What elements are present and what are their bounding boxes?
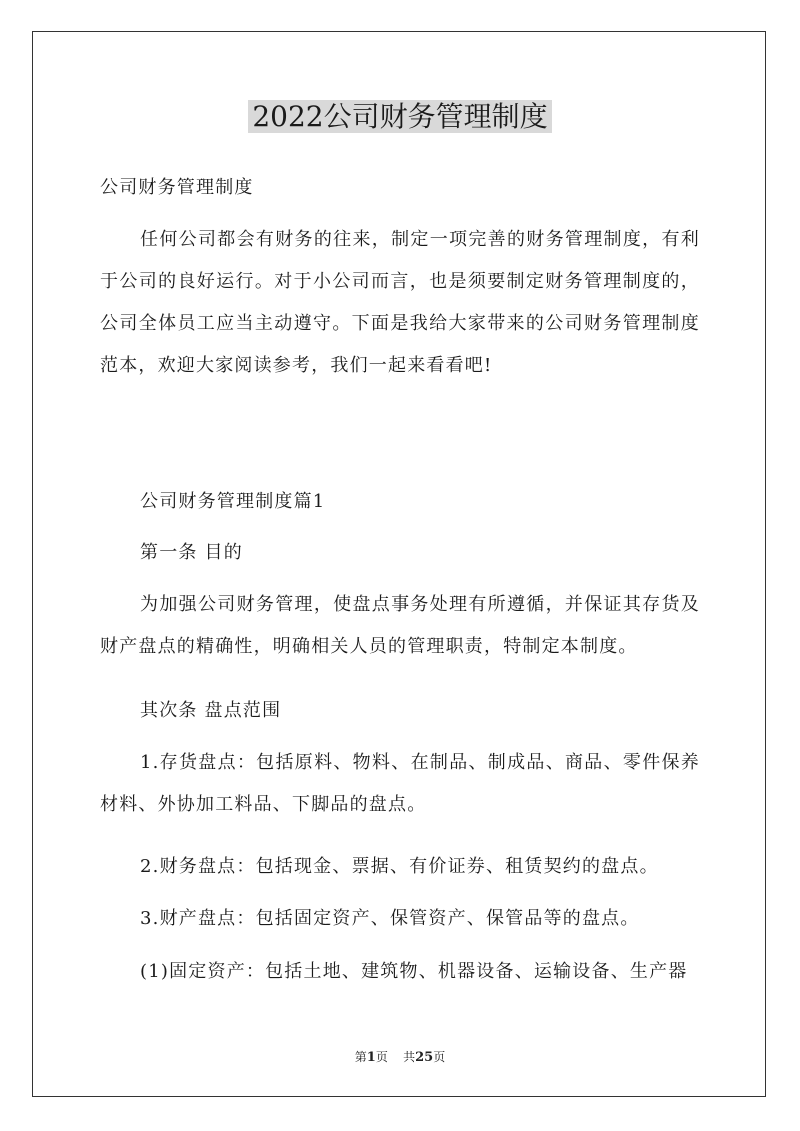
title-text: 2022公司财务管理制度 bbox=[248, 100, 551, 133]
document-subtitle: 公司财务管理制度 bbox=[100, 177, 254, 198]
document-title bbox=[0, 97, 800, 137]
footer-total-prefix: 共 bbox=[403, 1050, 416, 1064]
footer-prefix: 第 bbox=[354, 1050, 367, 1064]
list-item-3: 3.财产盘点：包括固定资产、保管资产、保管品等的盘点。 bbox=[140, 908, 640, 929]
article-1-heading: 第一条 目的 bbox=[140, 542, 243, 563]
section-title: 公司财务管理制度篇1 bbox=[140, 491, 326, 512]
current-page-number: 1 bbox=[366, 1050, 376, 1065]
list-item-1: 1.存货盘点：包括原料、物料、在制品、制成品、商品、零件保养材料、外协加工料品、下脚品的盘点。 bbox=[100, 752, 700, 815]
footer-total-suffix: 页 bbox=[433, 1050, 446, 1064]
page-footer bbox=[0, 1048, 800, 1065]
footer-page-suffix: 页 bbox=[375, 1050, 388, 1064]
intro-paragraph: 任何公司都会有财务的往来，制定一项完善的财务管理制度，有利于公司的良好运行。对于小公司而言，也是须要制定财务管理制度的，公司全体员工应当主动遵守。下面是我给大家带来的公司财务管理制度范本，欢迎大家阅读参考，我们一起来看看吧! bbox=[100, 229, 700, 376]
list-item-3-1: (1)固定资产：包括土地、建筑物、机器设备、运输设备、生产器 bbox=[140, 961, 688, 982]
list-item-2: 2.财务盘点：包括现金、票据、有价证券、租赁契约的盘点。 bbox=[140, 856, 659, 877]
article-2-heading: 其次条 盘点范围 bbox=[140, 700, 282, 721]
total-pages-number: 25 bbox=[415, 1050, 434, 1065]
article-1-body: 为加强公司财务管理，使盘点事务处理有所遵循，并保证其存货及财产盘点的精确性，明确相关人员的管理职责，特制定本制度。 bbox=[100, 594, 700, 657]
